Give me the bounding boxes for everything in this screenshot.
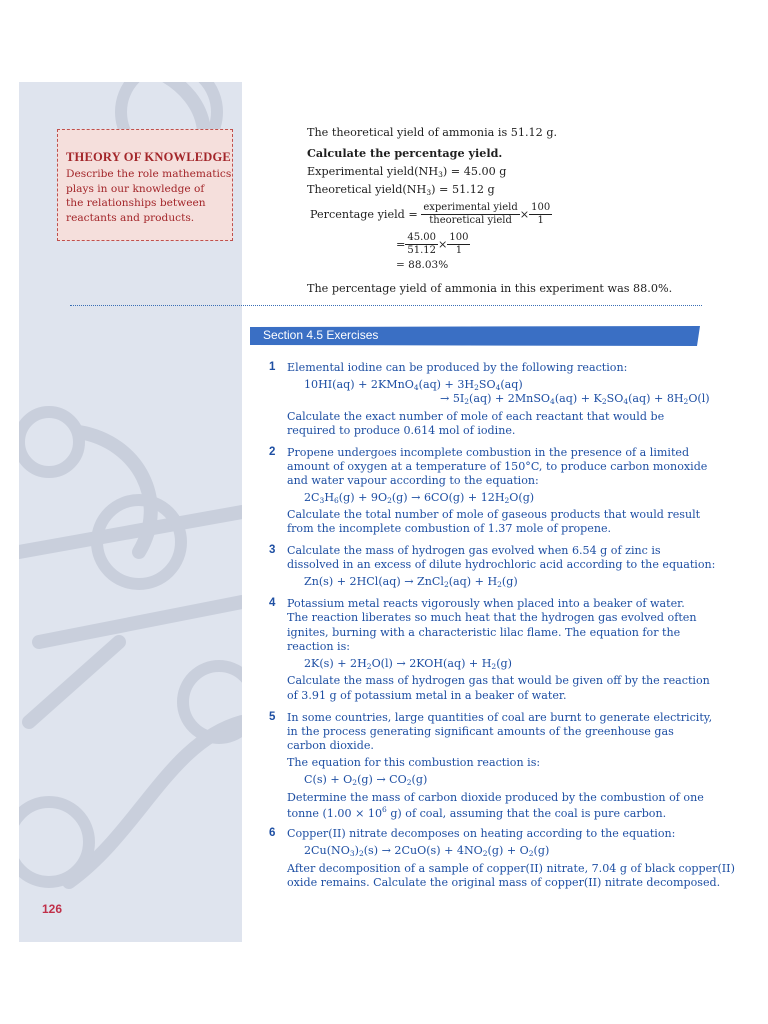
equation: Zn(s) + 2HCl(aq) → ZnCl$_2$(aq) + $H_2(g)$: [304, 575, 518, 589]
equation: → $5I_2(aq)$ + 2MnSO$_4$(aq) + $K_2SO_4(aq) + 8H_2O(l)$: [440, 392, 710, 406]
exercise-text: In some countries, large quantities of coal are burnt to generate electricity,: [287, 711, 713, 724]
equation: $2K(s) + 2H_2O(l) \to 2KOH(aq) + H_2(g)$: [304, 657, 512, 671]
exercise-text: in the process generating significant amounts of the greenhouse gas: [287, 725, 674, 738]
percentage-yield-substitution: = $\frac{45.00}{51.12}$ × $\frac{100}{1}$: [396, 232, 469, 256]
conclusion: The percentage yield of ammonia in this experiment was 88.0%.: [307, 282, 673, 295]
exercise-number: 6: [269, 827, 276, 839]
equation: $C(s) + O_2(g) \to CO_2(g)$: [304, 773, 428, 787]
exercise-text: Copper(II) nitrate decomposes on heating according to the equation:: [287, 827, 676, 840]
exercise-text: The reaction liberates so much heat that the hydrogen gas evolved often: [287, 611, 697, 624]
page-number: 126: [42, 902, 63, 916]
exercise-number: 1: [269, 361, 276, 373]
tok-line: the relationships between: [66, 197, 206, 209]
exercise-text: of 3.91 g of potassium metal in a beaker of water.: [287, 689, 567, 702]
exercise-text: Calculate the exact number of mole of each reactant that would be: [287, 410, 665, 423]
tok-line: plays in our knowledge of: [66, 182, 205, 195]
equation: 10HI(aq) + 2KMnO$_4$(aq) + $3H_2SO_4(aq)$: [304, 378, 523, 392]
equation: $2Cu(NO_3)_2(s) \to 2CuO(s) + 4NO_2(g) + O_2(g)$: [304, 844, 550, 858]
experimental-yield: Experimental $yield(NH_3) = 45.00$ g: [307, 165, 507, 179]
percentage-yield-result: = 88.03%: [396, 259, 449, 271]
exercise-number: 3: [269, 544, 276, 556]
fraction-values: $\frac{45.00}{51.12}$: [407, 232, 437, 256]
exercise-text: oxide remains. Calculate the original mass of copper(II) nitrate decomposed.: [287, 876, 721, 889]
tok-line: Describe the role mathematics: [66, 168, 232, 180]
exercise-text: The equation for this combustion reaction is:: [287, 756, 541, 769]
exercise-text: After decomposition of a sample of copper(II) nitrate, 7.04 g of black copper(II): [287, 862, 735, 875]
theoretical-statement: The theoretical yield of ammonia is 51.12 g.: [307, 126, 558, 139]
exercise-text: Elemental iodine can be produced by the following reaction:: [287, 361, 628, 374]
exercise-text: tonne ($1.00 \times 10^6$ g) of coal, assuming that the coal is pure carbon.: [287, 805, 667, 820]
exercise-number: 2: [269, 446, 276, 458]
theoretical-yield: Theoretical $yield(NH_3) = 51.12$ g: [307, 183, 495, 197]
exercise-text: and water vapour according to the equation:: [287, 474, 539, 487]
exercise-text: Calculate the mass of hydrogen gas that would be given off by the reaction: [287, 674, 710, 687]
exercise-text: Propene undergoes incomplete combustion in the presence of a limited: [287, 446, 690, 459]
exercise-text: dissolved in an excess of dilute hydrochloric acid according to the equation:: [287, 558, 716, 571]
exercise-text: carbon dioxide.: [287, 739, 374, 752]
fraction-hundred-2: $\frac{100}{1}$: [449, 232, 469, 256]
exercise-text: required to produce 0.614 mol of iodine.: [287, 424, 516, 437]
exercise-text: amount of oxygen at a temperature of 150°C, to produce carbon monoxide: [287, 460, 708, 473]
equation: $2C_3H_6(g) + 9O_2(g) \to 6CO(g) + 12H_2O(g)$: [304, 491, 535, 505]
section-title: Section 4.5 Exercises: [263, 328, 379, 342]
exercise-text: ignites, burning with a characteristic lilac flame. The equation for the: [287, 626, 681, 639]
fraction-hundred: $\frac{100}{1}$: [531, 202, 551, 226]
exercise-text: from the incomplete combustion of 1.37 mole of propene.: [287, 522, 612, 535]
percentage-yield-formula: Percentage yield = $\frac{\text{experimental yield}}{\text{theoretical yield}}$ × $\frac{100}{1}$: [310, 202, 551, 226]
fraction-yield-ratio: $\frac{\text{experimental yield}}{\text{theoretical yield}}$: [423, 202, 518, 226]
exercise-text: Calculate the mass of hydrogen gas evolved when 6.54 g of zinc is: [287, 544, 661, 557]
calc-heading: Calculate the percentage yield.: [307, 146, 503, 160]
exercise-text: Determine the mass of carbon dioxide produced by the combustion of one: [287, 791, 704, 804]
exercise-number: 5: [269, 711, 276, 723]
exercise-number: 4: [269, 597, 276, 609]
exercise-text: reaction is:: [287, 640, 351, 653]
exercise-text: Potassium metal reacts vigorously when placed into a beaker of water.: [287, 597, 685, 610]
tok-title: THEORY OF KNOWLEDGE: [66, 150, 231, 164]
tok-line: reactants and products.: [66, 211, 195, 224]
exercise-text: Calculate the total number of mole of gaseous products that would result: [287, 508, 701, 521]
